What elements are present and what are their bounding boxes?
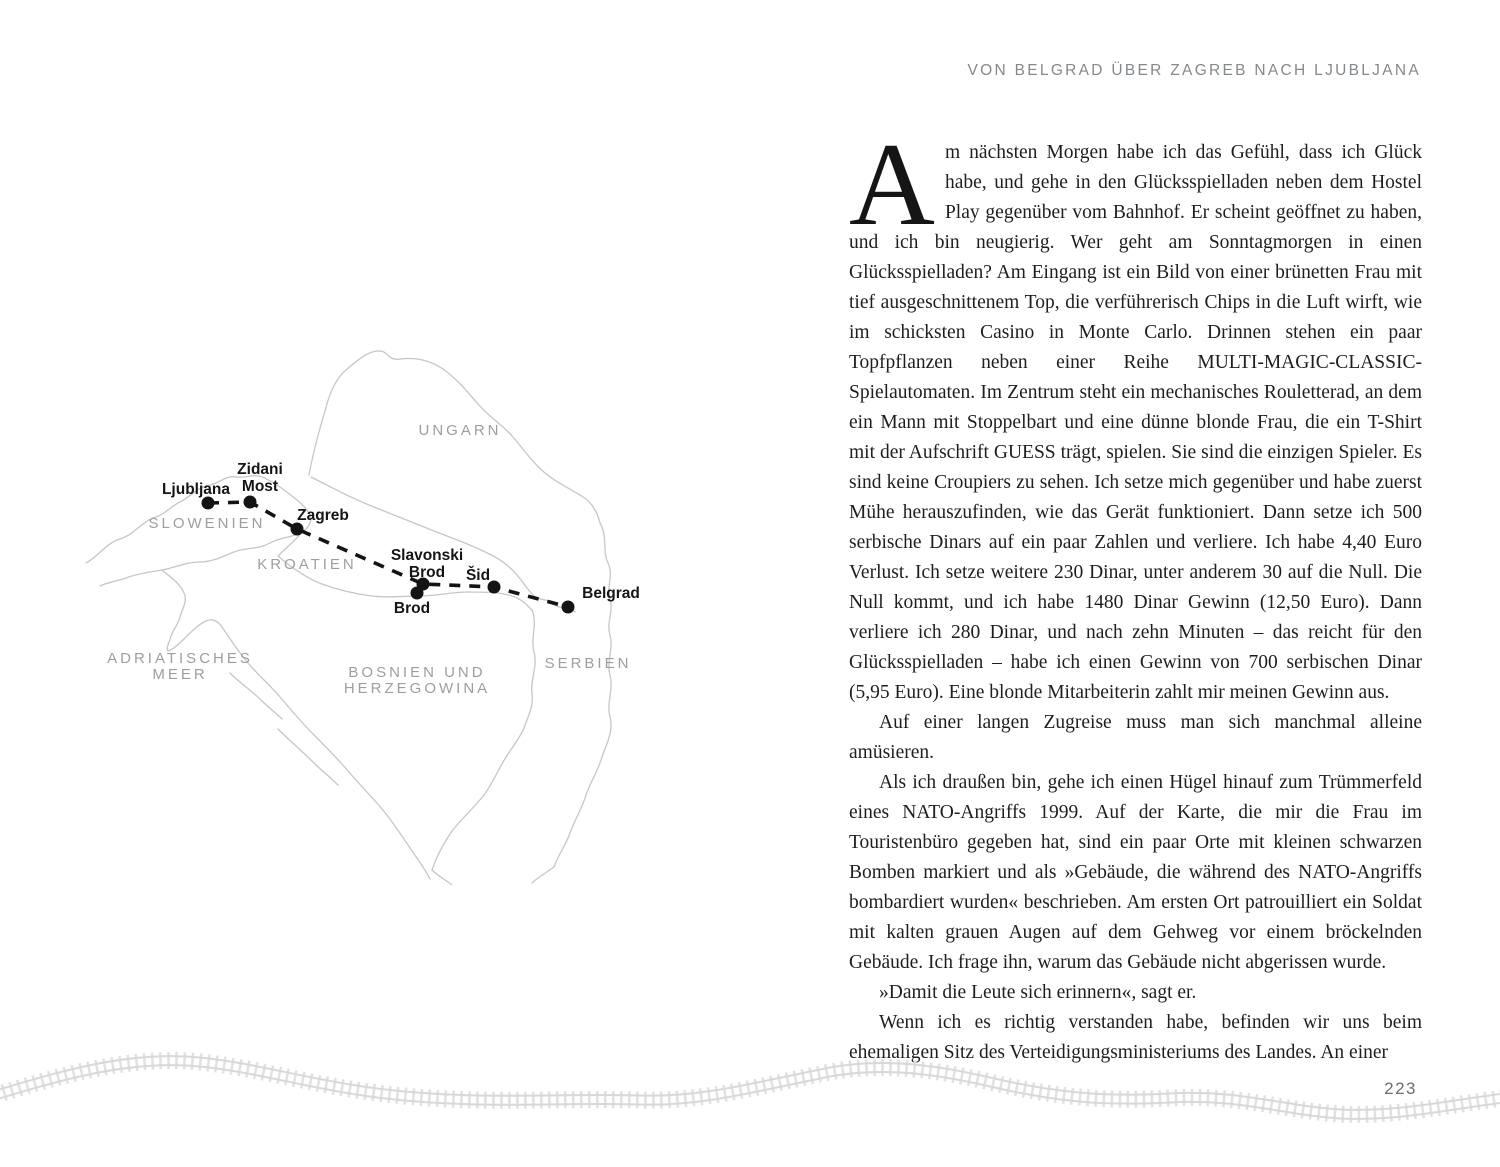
paragraph: Auf einer langen Zugreise muss man sich manchmal alleine amüsieren. [849,712,1422,763]
railway-rail-bottom [0,1065,1500,1119]
city-dot-belgrad [562,601,575,614]
city-label-slavonski-brod: Slavonski [390,547,464,564]
region-label-serbien: SERBIEN [544,655,632,672]
paragraph: Als ich draußen bin, gehe ich einen Hügel hinauf zum Trümmerfeld eines NATO-Angriffs 1999. Auf der Karte, die mir die Frau im Touristenbüro gegeben hat, sind ein paar Orte mit kleinen schwarzen Bomben markiert und als »Gebäude, die während des NATO-Angriffs bombardiert wurden« beschrieben. Am ersten Ort patrouilliert ein Soldat mit kalten grauen Augen auf dem Gehweg vor einem bröckelnden Gebäude. Ich frage ihn, warum das Gebäude nicht abgerissen wurde. [849,772,1422,973]
region-label-kroatien: KROATIEN [257,556,357,573]
region-label-slowenien: SLOWENIEN [148,515,266,532]
city-label-brod: Brod [393,600,431,617]
railway-track-illustration [0,1035,1500,1167]
city-dot-brod [411,587,424,600]
city-label-sid: Šid [465,567,491,584]
article [849,118,1422,1068]
region-label-ungarn: UNGARN [418,422,502,439]
country-borders [86,351,611,885]
running-head: VON BELGRAD ÜBER ZAGREB NACH LJUBLJANA [967,62,1421,79]
region-label-bosnien-und-herzegowina: HERZEGOWINA [343,680,491,697]
city-label-ljubljana: Ljubljana [161,481,231,498]
city-dot-ljubljana [202,497,215,510]
region-label-bosnien-und-herzegowina: BOSNIEN UND [348,664,486,681]
city-label-zagreb: Zagreb [297,507,349,524]
region-label-adriatisches-meer: ADRIATISCHES [107,650,253,667]
balkans-route-map [80,325,730,885]
city-dot-zidani-most [244,496,257,509]
page-number: 223 [1384,1079,1417,1098]
drop-cap: A [849,118,935,250]
paragraph: Wenn ich es richtig verstanden habe, befinden wir uns beim ehemaligen Sitz des Verteidigungsministeriums des Landes. An einer [849,1012,1422,1063]
paragraph: Am nächsten Morgen habe ich das Gefühl, dass ich Glück habe, und gehe in den Glücksspielladen neben dem Hostel Play gegenüber vom Bahnhof. Er scheint geöffnet zu haben, und ich bin neugierig. Wer geht am Sonntagmorgen in einen Glücksspielladen? Am Eingang ist ein Bild von einer brünetten Frau mit tief ausgeschnittenem Top, die verführerisch Chips in die Luft wirft, wie im schicksten Casino in Monte Carlo. Drinnen stehen ein paar Topfpflanzen neben einer Reihe MULTI-MAGIC-CLASSIC-Spielautomaten. Im Zentrum steht ein mechanisches Rouletterad, an dem ein Mann mit Stoppelbart und eine dünne blonde Frau, die ein T-Shirt mit der Aufschrift GUESS trägt, spielen. Sie sind die einzigen Spieler. Es sind keine Croupiers zu sehen. Ich setze mich gegenüber und habe zuerst Mühe herauszufinden, wie das Gerät funktioniert. Dann setze ich 500 serbische Dinars auf ein paar Zahlen und verliere. Ich habe 4,40 Euro Verlust. Ich setze weitere 230 Dinar, unter anderem 30 auf die Null. Die Null kommt, und ich habe 1480 Dinar Gewinn (12,50 Euro). Dann verliere ich 280 Dinar, und nach zehn Minuten – das reicht für den Glücksspielladen – habe ich einen Gewinn von 700 serbischen Dinar (5,95 Euro). Eine blonde Mitarbeiterin zahlt mir meinen Gewinn aus. [849,118,1422,703]
region-label-adriatisches-meer: MEER [152,666,208,683]
city-label-slavonski-brod: Brod [408,564,446,581]
paragraph: »Damit die Leute sich erinnern«, sagt er. [879,982,1197,1003]
city-dot-zagreb [291,523,304,536]
city-label-zidani-most: Zidani [237,461,283,478]
city-label-zidani-most: Most [241,478,279,495]
city-label-belgrad: Belgrad [582,585,640,602]
railway-ties [0,1061,1500,1115]
